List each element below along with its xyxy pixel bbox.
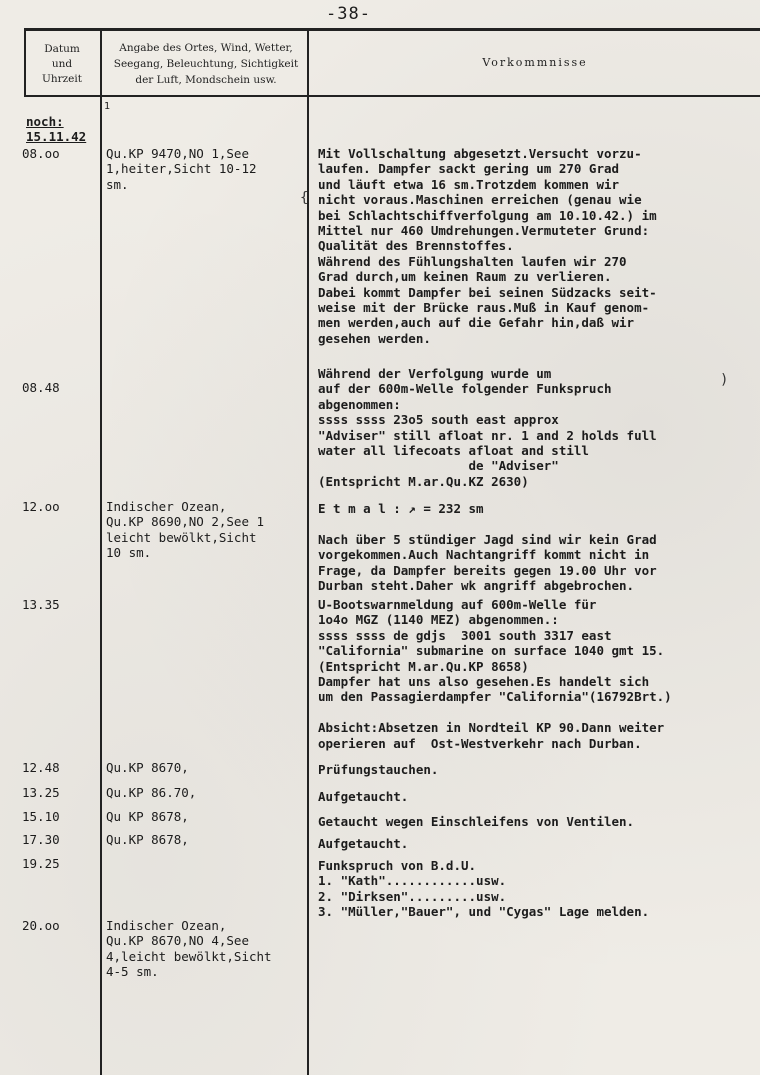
margin-mark-icon: ) bbox=[720, 372, 729, 388]
top-rule bbox=[24, 28, 760, 31]
entry-time: 15.10 bbox=[22, 809, 60, 824]
entry-time: 08.oo bbox=[22, 146, 60, 161]
col-divider-2 bbox=[307, 28, 309, 1075]
entry-time: 20.oo bbox=[22, 918, 60, 933]
entry-place: Qu.KP 86.70, bbox=[106, 785, 197, 800]
entry-place: Indischer Ozean, Qu.KP 8690,NO 2,See 1 leicht bewölkt,Sicht 10 sm. bbox=[106, 499, 265, 561]
entry-time: 19.25 bbox=[22, 856, 60, 871]
entry-events: Aufgetaucht. bbox=[318, 836, 409, 851]
header-date-label: Datum bbox=[44, 43, 80, 55]
entry-events: Funkspruch von B.d.U. 1. "Kath"............usw. 2. "Dirksen".........usw. 3. "Müller,"Bauer", und "Cygas" Lage melden. bbox=[318, 858, 650, 920]
entry-events: Während der Verfolgung wurde um auf der 600m-Welle folgender Funkspruch abgenommen: ssss ssss 23o5 south east approx "Adviser" still afloat nr. 1 and 2 holds full water all lifecoats afloat and still de "Adviser" (Entspricht M.ar.Qu.KZ 2630) bbox=[318, 366, 657, 489]
entry-events: U-Bootswarnmeldung auf 600m-Welle für 1o4o MGZ (1140 MEZ) abgenommen.: ssss ssss de gdjs 3001 south 3317 east "California" submarine on surface 1040 gmt 15. (Entspricht M.ar.Qu.KP 8658) Dampfer hat uns also gesehen.Es handelt sich um den Passagierdampfer "California"(16792Brt.) Absicht:Absetzen in Nordteil KP 90.Dann weiter operieren auf Ost-Westverkehr nach Durban. bbox=[318, 597, 672, 751]
entry-events: Mit Vollschaltung abgesetzt.Versucht vorzu- laufen. Dampfer sackt gering um 270 Grad und läuft etwa 16 sm.Trotzdem kommen wir nicht voraus.Maschinen erreichen (genau wie bei Schlachtschiffverfolgung am 10.10.42.) im Mittel nur 460 Umdrehungen.Vermuteter Grund: Qualität des Brennstoffes. Während des Fühlungshalten laufen wir 270 Grad durch,um keinen Raum zu verlieren. Dabei kommt Dampfer bei seinen Südzacks seit- weise mit der Brücke raus.Muß in Kauf genom- men werden,auch auf die Gefahr hin,daß wir gesehen werden. bbox=[318, 146, 657, 346]
col-divider-1 bbox=[100, 28, 102, 1075]
header-place-line: Angabe des Ortes, Wind, Wetter, bbox=[119, 42, 293, 54]
header-place-line: der Luft, Mondschein usw. bbox=[135, 74, 277, 86]
entry-place: Qu.KP 9470,NO 1,See 1,heiter,Sicht 10-12 sm. bbox=[106, 146, 257, 192]
entry-time: 13.35 bbox=[22, 597, 60, 612]
date-heading: noch: 15.11.42 bbox=[26, 114, 87, 145]
entry-place: Qu KP 8678, bbox=[106, 809, 189, 824]
entry-events: E t m a l : ↗ = 232 sm Nach über 5 stündiger Jagd sind wir kein Grad vorgekommen.Auch Nachtangriff kommt nicht in Frage, da Dampfer bereits gegen 19.00 Uhr vor Durban steht.Daher wk angriff abgebrochen. bbox=[318, 501, 657, 594]
entry-place: Indischer Ozean, Qu.KP 8670,NO 4,See 4,leicht bewölkt,Sicht 4-5 sm. bbox=[106, 918, 272, 980]
header-and-label: und bbox=[51, 58, 73, 70]
margin-mark-icon: { bbox=[300, 190, 309, 206]
header-rule bbox=[24, 95, 760, 97]
entry-time: 13.25 bbox=[22, 785, 60, 800]
entry-time: 12.oo bbox=[22, 499, 60, 514]
entry-events: Aufgetaucht. bbox=[318, 789, 409, 804]
entry-time: 17.30 bbox=[22, 832, 60, 847]
column-marker: 1 bbox=[104, 101, 111, 112]
header-events-column: Vorkommnisse bbox=[482, 56, 588, 69]
entry-time: 12.48 bbox=[22, 760, 60, 775]
header-time-label: Uhrzeit bbox=[42, 73, 82, 85]
page-number: -38- bbox=[326, 4, 371, 24]
entry-events: Getaucht wegen Einschleifens von Ventilen. bbox=[318, 814, 635, 829]
entry-events: Prüfungstauchen. bbox=[318, 762, 439, 777]
entry-place: Qu.KP 8670, bbox=[106, 760, 189, 775]
header-place-column bbox=[104, 40, 308, 88]
entry-place: Qu.KP 8678, bbox=[106, 832, 189, 847]
header-date-column bbox=[26, 42, 98, 87]
header-place-line: Seegang, Beleuchtung, Sichtigkeit bbox=[113, 58, 299, 70]
entry-time: 08.48 bbox=[22, 380, 60, 395]
